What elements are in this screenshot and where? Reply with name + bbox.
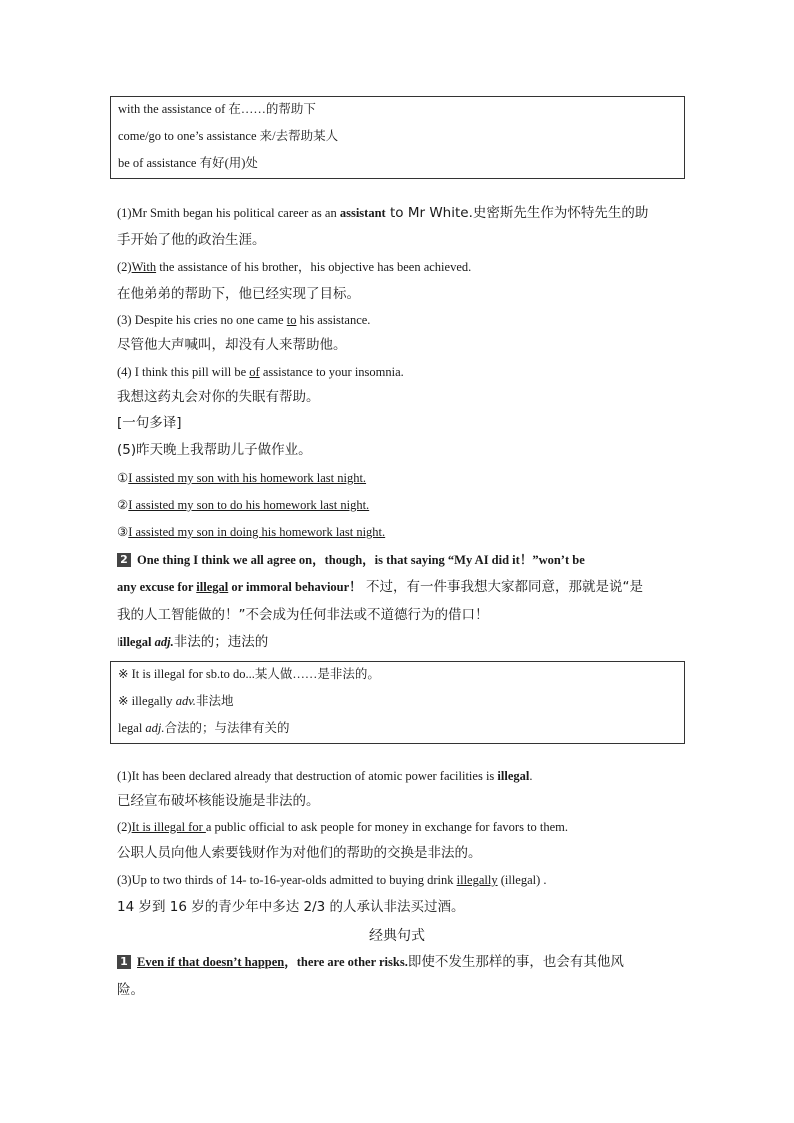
example-line: (1)It has been declared already that destruction of atomic power facilities is illegal. [117, 769, 533, 783]
vocab-box-assistance [110, 96, 685, 179]
example-translation: 14 岁到 16 岁的青少年中多达 2/3 的人承认非法买过酒。 [117, 899, 465, 915]
section-label: [一句多译] [117, 415, 182, 431]
box-row: ※ illegally adv.非法地 [118, 694, 234, 708]
translation-option: ③I assisted my son in doing his homework last night. [117, 525, 386, 539]
key-sentence-translation: 我的人工智能做的！”不会成为任何非法或不道德行为的借口！ [117, 607, 489, 623]
example-line: (1)Mr Smith began his political career as an assistant to Mr White.史密斯先生作为怀特先生的助 [117, 205, 649, 221]
vocab-heading: ǀillegal adj.非法的；违法的 [117, 634, 269, 650]
example-line: (3)Up to two thirds of 14- to-16-year-olds admitted to buying drink illegally (illegal) . [117, 873, 547, 887]
key-sentence: any excuse for illegal or immoral behaviour！ 不过，有一件事我想大家都同意，那就是说“是 [117, 579, 643, 595]
example-line: (3) Despite his cries no one came to his assistance. [117, 313, 371, 327]
example-line: (2)With the assistance of his brother，his objective has been achieved. [117, 260, 472, 274]
box-row: be of assistance 有好(用)处 [118, 156, 258, 170]
translation-option: ①I assisted my son with his homework last night. [117, 471, 367, 485]
key-sentence: 1 Even if that doesn’t happen，there are other risks.即使不发生那样的事，也会有其他风 [117, 953, 624, 971]
section-heading: 经典句式 [369, 928, 425, 944]
example-translation: 在他弟弟的帮助下，他已经实现了目标。 [117, 286, 360, 302]
example-translation: 手开始了他的政治生涯。 [117, 232, 266, 248]
section-number-badge: 1 [117, 955, 131, 969]
example-translation: 已经宣布破坏核能设施是非法的。 [117, 793, 320, 809]
box-row: ※ It is illegal for sb.to do...某人做……是非法的。 [118, 667, 380, 681]
example-translation: 我想这药丸会对你的失眠有帮助。 [117, 389, 320, 405]
example-line: (2)It is illegal for a public official to ask people for money in exchange for favors to them. [117, 820, 569, 834]
section-number-badge: 2 [117, 553, 131, 567]
example-translation: 公职人员向他人索要钱财作为对他们的帮助的交换是非法的。 [117, 845, 482, 861]
example-line: (4) I think this pill will be of assistance to your insomnia. [117, 365, 404, 379]
key-sentence-translation: 险。 [117, 982, 144, 998]
vocab-box-illegal [110, 661, 685, 744]
example-translation: 尽管他大声喊叫，却没有人来帮助他。 [117, 337, 347, 353]
translation-option: ②I assisted my son to do his homework last night. [117, 498, 370, 512]
box-row: come/go to one’s assistance 来/去帮助某人 [118, 129, 339, 143]
box-row: legal adj.合法的；与法律有关的 [118, 721, 290, 735]
example-prompt: (5)昨天晚上我帮助儿子做作业。 [117, 442, 312, 458]
box-row: with the assistance of 在……的帮助下 [118, 102, 316, 116]
key-sentence: 2 One thing I think we all agree on，though，is that saying “My AI did it！”won’t be [117, 551, 585, 569]
